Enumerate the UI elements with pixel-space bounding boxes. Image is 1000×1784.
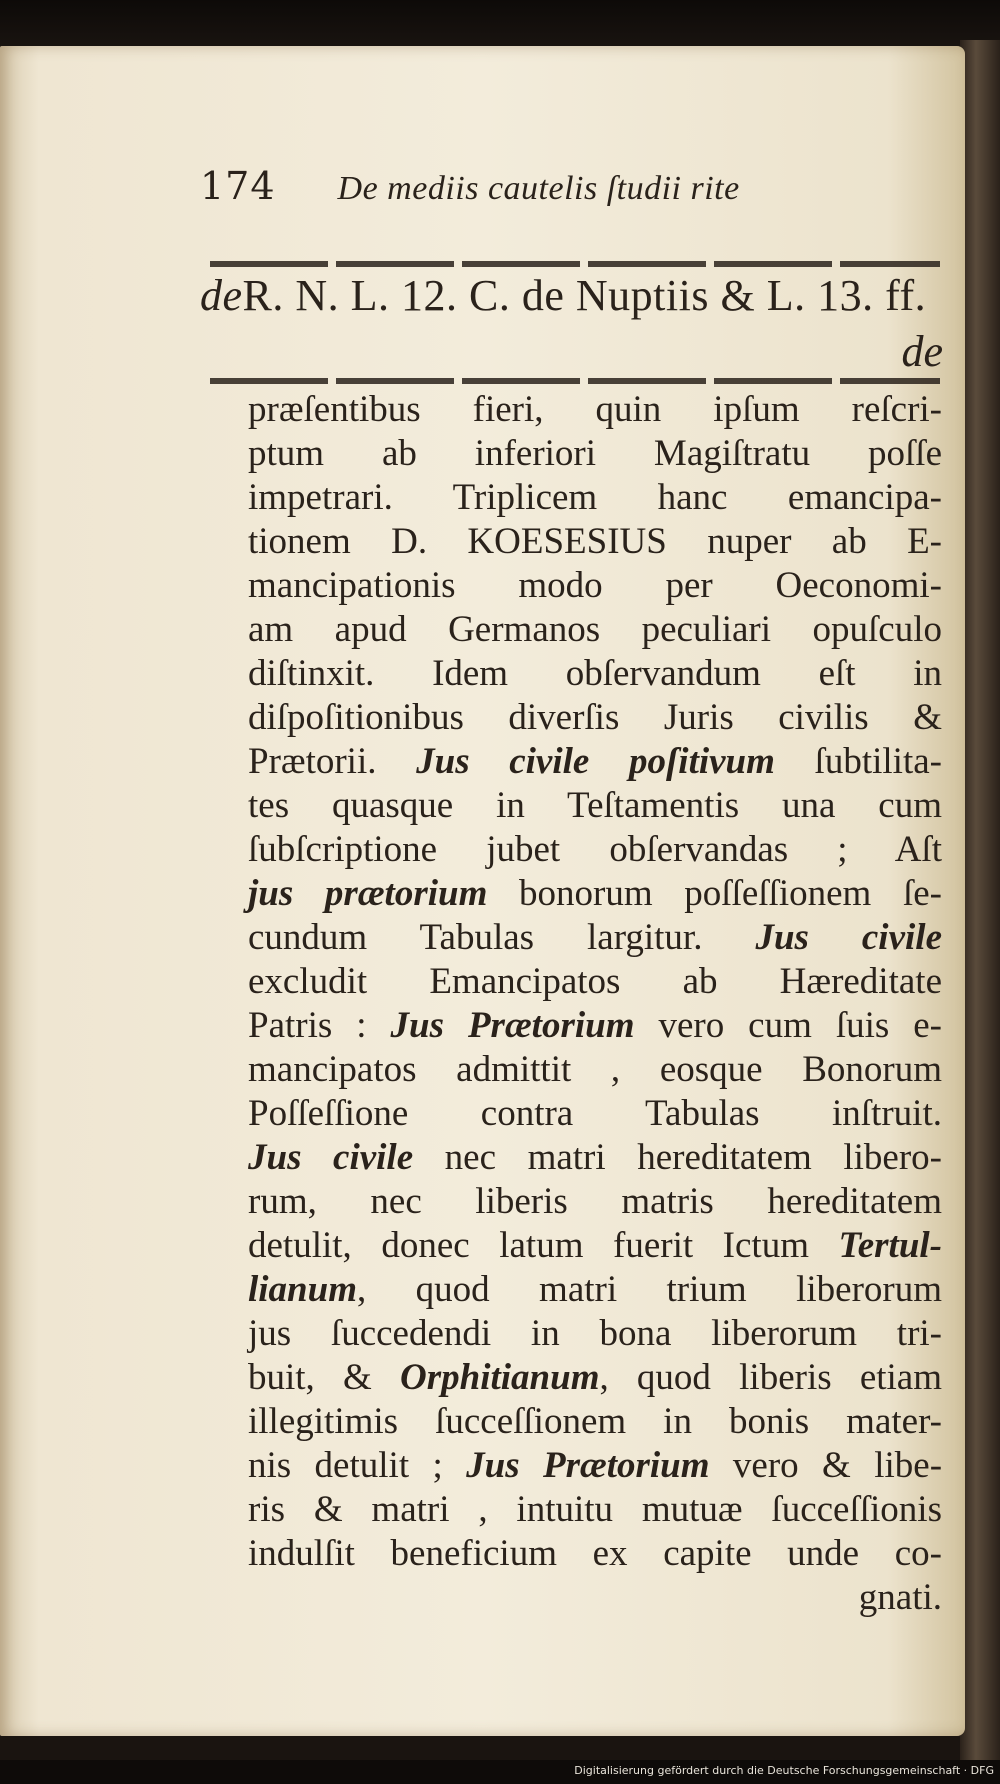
body-text [248,388,942,1620]
italic-term: Jus Prætorium [466,1445,710,1486]
italic-term: lianum [248,1269,357,1310]
text-line [248,784,942,828]
text-line [248,608,942,652]
running-head [200,164,940,224]
text-segment: mancipationis modo per Oeconomi- [248,565,942,606]
text-line [248,476,942,520]
text-line [248,1048,942,1092]
text-segment: diſpoſitionibus diverſis Juris civilis & [248,697,942,738]
text-line [248,916,942,960]
displaced-citation: R. N. L. 12. C. de Nuptiis & L. 13. ff. [242,271,927,320]
text-line [248,1180,942,1224]
text-segment: jus ſuccedendi in bona liberorum tri- [248,1313,942,1354]
text-line [248,1400,942,1444]
text-line [248,872,942,916]
text-segment: vero & libe- [709,1445,943,1486]
text-line [248,564,942,608]
text-segment: , quod matri trium liberorum [357,1269,942,1310]
text-segment: ſubtilita- [774,741,942,782]
text-line [248,960,942,1004]
displaced-line-1 [200,268,945,324]
text-line [248,1356,942,1400]
digitization-credit: Digitalisierung gefördert durch die Deutsche Forschungsgemeinschaft · DFG [574,1764,994,1777]
text-line [248,1268,942,1312]
text-segment: indulſit beneficium ex capite unde co- [248,1533,942,1574]
text-line [248,828,942,872]
text-line [248,1444,942,1488]
text-segment: ſubſcriptione jubet obſervandas ; Aſt [248,829,942,870]
page-text-area [0,46,965,1736]
running-title: De mediis cautelis ſtudii rite [337,170,740,207]
text-segment: nis detulit ; [248,1445,467,1486]
text-segment: illegitimis ſucceſſionem in bonis mater- [248,1401,942,1442]
text-segment: detulit, donec latum fuerit Ictum [248,1225,839,1266]
text-segment: Patris : [248,1005,391,1046]
text-segment: præſentibus fieri, quin ipſum reſcri- [248,389,942,430]
section-rule [210,378,940,384]
header-rule [210,261,940,267]
page-number: 174 [200,164,276,208]
italic-term: Tertul- [838,1225,942,1266]
text-segment: Poſſeſſione contra Tabulas inſtruit. [248,1093,942,1134]
displaced-de: de [200,271,243,320]
italic-term: Jus Prætorium [390,1005,635,1046]
italic-term: Jus civile poſitivum [416,741,775,782]
text-line [248,1224,942,1268]
text-segment: excludit Emancipatos ab Hæreditate [248,961,942,1002]
text-segment: , quod liberis etiam [599,1357,943,1398]
text-line [248,1004,942,1048]
text-line [248,432,942,476]
text-segment: diſtinxit. Idem obſervandum eſt in [248,653,942,694]
italic-term: Jus civile [755,917,942,958]
text-line [248,652,942,696]
text-line [248,388,942,432]
text-line [248,696,942,740]
text-segment: nec matri hereditatem libero- [413,1137,942,1178]
book-edge [960,40,1000,1760]
text-segment: impetrari. Triplicem hanc emancipa- [248,477,942,518]
text-segment: rum, nec liberis matris hereditatem [248,1181,942,1222]
text-segment: cundum Tabulas largitur. [248,917,756,958]
text-segment: bonorum poſſeſſionem ſe- [487,873,942,914]
displaced-heading-block [200,268,945,380]
text-line [248,520,942,564]
text-line [248,740,942,784]
text-line [248,1312,942,1356]
text-segment: Prætorii. [248,741,417,782]
displaced-line-2: de [901,327,943,376]
text-segment: ris & matri , intuitu mutuæ ſucceſſionis [248,1489,942,1530]
text-segment: ptum ab inferiori Magiſtratu poſſe [248,433,942,474]
text-line [248,1488,942,1532]
italic-term: Orphitianum [400,1357,600,1398]
italic-term: Jus civile [248,1137,414,1178]
text-segment: tes quasque in Teſtamentis una cum [248,785,942,826]
text-segment: gnati. [858,1577,942,1618]
text-line [248,1092,942,1136]
text-line [248,1532,942,1576]
text-segment: vero cum ſuis e- [634,1005,942,1046]
text-segment: buit, & [248,1357,400,1398]
book-page [0,46,965,1736]
text-segment: mancipatos admittit , eosque Bonorum [248,1049,942,1090]
italic-term: jus prætorium [248,873,488,914]
text-line [248,1576,942,1620]
text-segment: am apud Germanos peculiari opuſculo [248,609,942,650]
text-line [248,1136,942,1180]
text-segment: tionem D. KOESESIUS nuper ab E- [248,521,942,562]
